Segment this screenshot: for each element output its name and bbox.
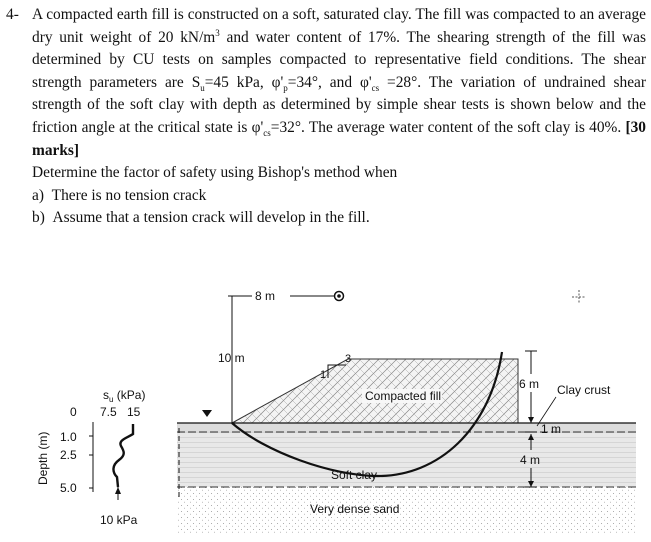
label-clay-crust: Clay crust [557, 383, 611, 397]
soft-clay-layer [177, 432, 636, 487]
depth-tick-5-0: 5.0 [60, 481, 77, 495]
label-soft-clay: Soft clay [331, 468, 378, 482]
crosshair-icon [572, 290, 586, 304]
task-line: Determine the factor of safety using Bishop's method when [32, 164, 398, 182]
dim-1m: 1 m [541, 422, 562, 436]
label-compacted-fill: Compacted fill [365, 389, 442, 403]
depth-tick-1-0: 1.0 [60, 430, 77, 444]
clay-crust-layer [177, 423, 636, 432]
dim-8m: 8 m [255, 289, 276, 303]
su-value-15: 15 [127, 405, 141, 419]
question-number: 4- [6, 6, 19, 23]
marks: [30 marks] [32, 118, 646, 159]
question-intro [0, 4, 646, 162]
part-a: a) There is no tension crack [32, 186, 207, 204]
slope-figure [0, 270, 651, 542]
sand-layer [177, 487, 636, 535]
depth-tick-2-5: 2.5 [60, 448, 77, 462]
su-axis-label: $s_u$ (kPa) [103, 388, 146, 404]
depth-axis-label: Depth (m) [36, 431, 50, 485]
su-value-7-5: 7.5 [100, 405, 117, 419]
dim-10m: 10 m [218, 351, 245, 365]
part-b: b) Assume that a tension crack will develop in the fill. [32, 209, 370, 227]
dim-4m: 4 m [520, 453, 541, 467]
question-block [0, 4, 646, 230]
slope-v: 1 [320, 369, 327, 381]
bottom-su-value: 10 kPa [100, 513, 138, 527]
label-very-dense-sand: Very dense sand [310, 502, 400, 516]
su-profile-curve [113, 424, 133, 487]
water-table-icon [202, 410, 212, 417]
slope-h: 3 [345, 353, 352, 365]
dim-6m: 6 m [519, 377, 540, 391]
question-text: A compacted earth fill is constructed on a soft, saturated clay. The fill was compacted to an average dry unit weight of 20 $kN/m^3$ and water content of 17%. The shearing strength of the fill was determined by CU tests on samples compacted to representative field conditions. The shear strength parameters are $S_u=45$ kPa, $\varphi'_p=34^\circ$, and $\varphi'_{cs} =28^\circ$. The variation of undrained shear strength of the soft clay with depth as determined by simple shear tests is shown below and the friction angle at the critical state is $\varphi'_{cs}=32^\circ$. The average water content of the soft clay is 40%. [30 marks] [32, 6, 647, 159]
depth-tick-0: 0 [70, 405, 77, 419]
